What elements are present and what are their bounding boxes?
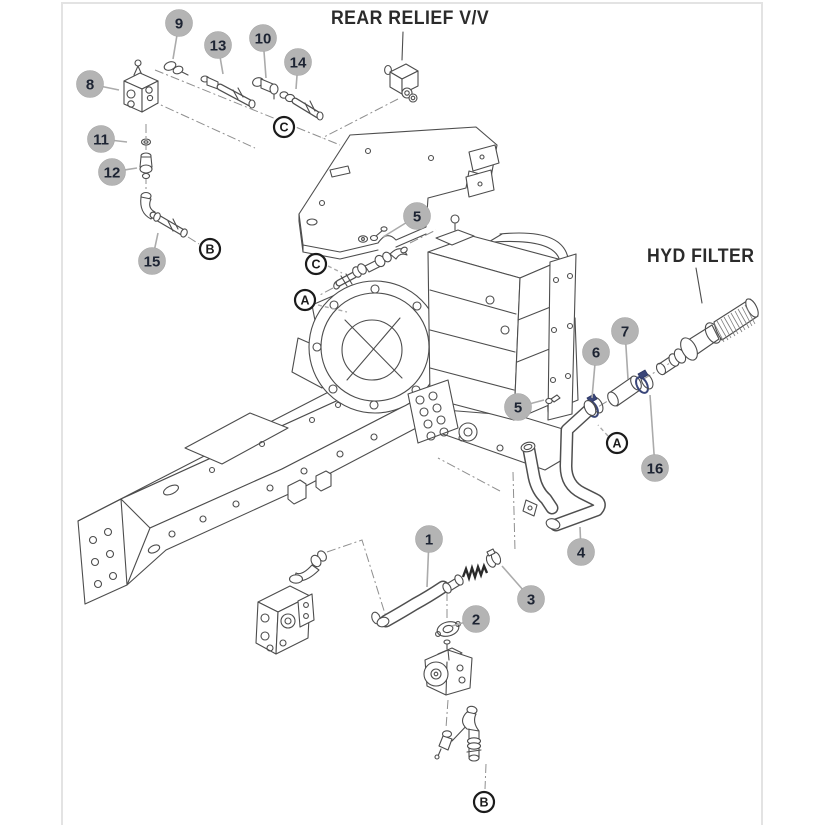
callout-4 [568, 539, 595, 566]
svg-text:2: 2 [471, 611, 481, 629]
elbow-pipe-b [452, 706, 481, 761]
hyd-filter-label: HYD FILTER [647, 246, 755, 267]
hose-14 [280, 92, 323, 120]
drain-plug [435, 731, 452, 759]
callout-11 [88, 126, 115, 153]
callout-5 [404, 203, 431, 230]
svg-text:A: A [300, 293, 310, 308]
fitting-12 [140, 153, 152, 179]
callout-13 [205, 32, 232, 59]
svg-text:B: B [205, 242, 215, 257]
svg-text:14: 14 [289, 54, 307, 72]
svg-text:9: 9 [174, 15, 184, 33]
section-marker-leader-A [598, 425, 608, 436]
callout-8 [77, 71, 104, 98]
gear-motor [256, 586, 314, 654]
callout-16 [642, 455, 669, 482]
spring [463, 566, 487, 578]
hyd-filter [655, 268, 761, 376]
svg-text:10: 10 [254, 30, 272, 48]
svg-text:4: 4 [576, 544, 586, 562]
callout-2 [463, 606, 490, 633]
section-marker-C [274, 117, 294, 137]
svg-text:12: 12 [103, 164, 121, 182]
callout-10 [250, 25, 277, 52]
hose-clamp-3 [485, 549, 503, 569]
callout-3 [518, 586, 545, 613]
elbow-tube-15 [141, 193, 189, 239]
svg-text:6: 6 [591, 344, 601, 362]
section-marker-B [200, 239, 220, 259]
callout-1 [416, 526, 443, 553]
section-marker-C [306, 254, 326, 274]
svg-text:A: A [612, 436, 622, 451]
callout-9 [166, 10, 193, 37]
filter-tube-7 [606, 374, 644, 407]
section-marker-leader-C [328, 266, 342, 273]
section-marker-B [474, 792, 494, 812]
callout-12 [99, 159, 126, 186]
svg-text:11: 11 [93, 131, 109, 149]
svg-text:16: 16 [646, 460, 664, 478]
hydraulic-pump [424, 648, 472, 695]
rear-relief-valve-label: REAR RELIEF V/V [330, 8, 490, 29]
svg-text:B: B [479, 795, 489, 810]
svg-text:C: C [279, 120, 289, 135]
svg-text:5: 5 [412, 208, 422, 226]
svg-text:3: 3 [526, 591, 536, 609]
svg-text:C: C [311, 257, 321, 272]
elbow-fitting-10 [251, 76, 278, 99]
section-marker-A [295, 290, 315, 310]
callout-15 [139, 248, 166, 275]
washer-11 [142, 139, 151, 145]
rear-relief-valve [385, 32, 418, 102]
svg-text:13: 13 [209, 37, 227, 55]
elbow-fitting-9 [163, 60, 188, 75]
motor-elbow [290, 549, 329, 583]
svg-text:8: 8 [85, 76, 95, 94]
svg-text:15: 15 [143, 253, 161, 271]
callout-5 [505, 394, 532, 421]
hose-1 [370, 574, 465, 629]
callout-6 [583, 339, 610, 366]
callout-14 [285, 49, 312, 76]
svg-text:5: 5 [513, 399, 523, 417]
section-marker-A [607, 433, 627, 453]
valve-block-8 [124, 60, 158, 112]
svg-text:1: 1 [424, 531, 434, 549]
callout-7 [612, 318, 639, 345]
svg-text:7: 7 [620, 323, 630, 341]
